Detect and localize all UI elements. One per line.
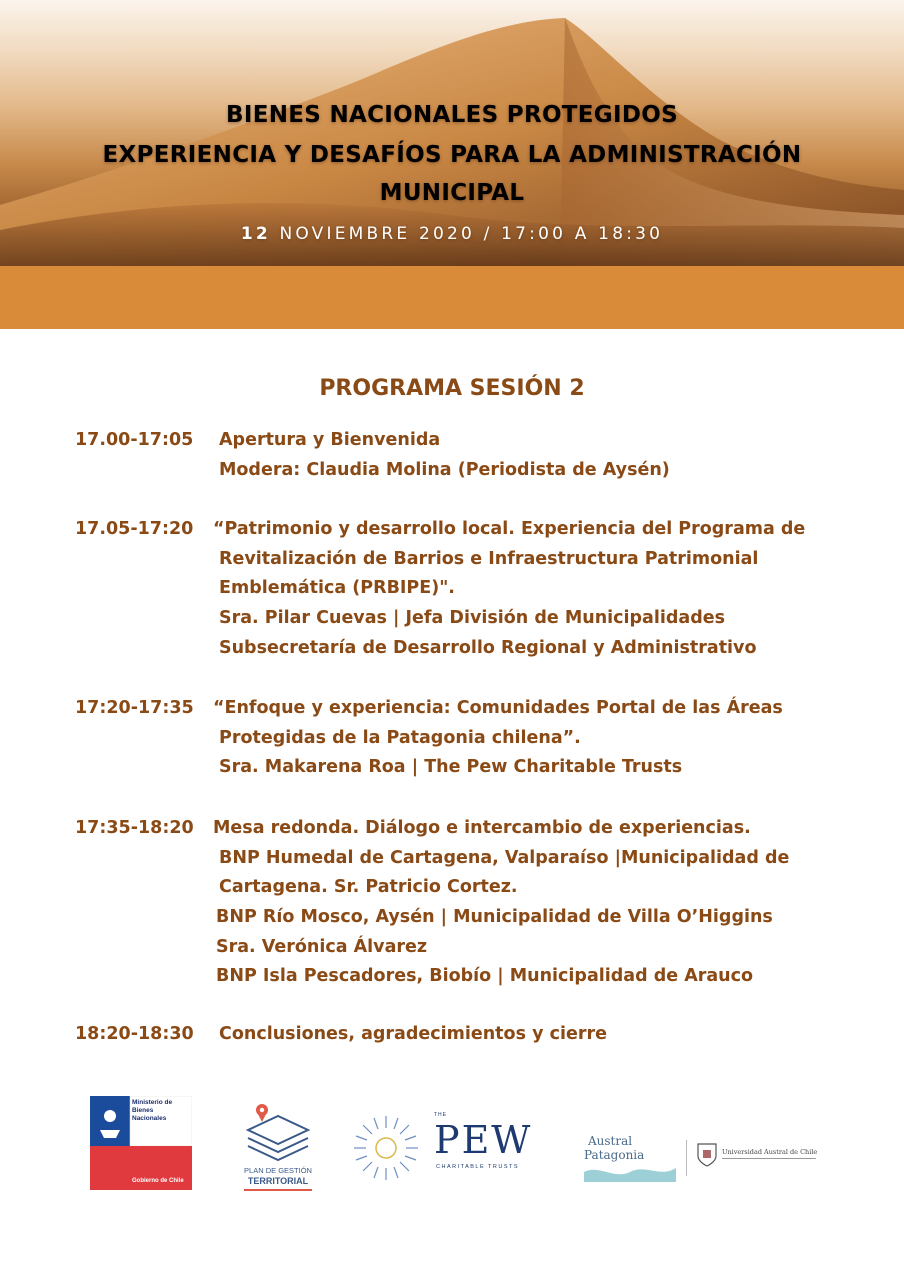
- agenda-line: Emblemática (PRBIPE)".: [219, 578, 455, 598]
- ministerio-footer: Gobierno de Chile: [132, 1178, 184, 1184]
- agenda-line: Mesa redonda. Diálogo e intercambio de experiencias.: [213, 818, 751, 838]
- orange-band: [0, 266, 904, 329]
- agenda-line: Sra. Verónica Álvarez: [216, 937, 428, 957]
- event-title-line-1: BIENES NACIONALES PROTEGIDOS: [226, 102, 678, 128]
- agenda-line: Sra. Makarena Roa | The Pew Charitable Trusts: [219, 757, 683, 777]
- pew-the: THE: [434, 1112, 447, 1118]
- ministerio-line-2: Bienes: [132, 1107, 154, 1114]
- agenda-time: 17.00-17:05: [75, 430, 194, 450]
- agenda-time: 18:20-18:30: [75, 1024, 194, 1044]
- event-date: [0, 224, 904, 244]
- agenda-line: Subsecretaría de Desarrollo Regional y Administrativo: [219, 638, 757, 658]
- agenda-line: “Patrimonio y desarrollo local. Experiencia del Programa de: [213, 519, 806, 539]
- hero-banner: [0, 0, 904, 266]
- ministerio-line-3: Nacionales: [132, 1115, 167, 1122]
- agenda-line: Sra. Pilar Cuevas | Jefa División de Municipalidades: [219, 608, 726, 628]
- event-date-rest: NOVIEMBRE 2020 / 17:00 A 18:30: [270, 224, 664, 244]
- agenda-line: Protegidas de la Patagonia chilena”.: [219, 728, 581, 748]
- agenda-time: 17.05-17:20: [75, 519, 194, 539]
- pew-sunburst-icon: [350, 1112, 422, 1184]
- uach-text: Universidad Austral de Chile: [722, 1148, 818, 1156]
- austral-line-2: Patagonia: [584, 1148, 645, 1162]
- pew-main: PEW: [434, 1118, 533, 1162]
- agenda-line: Conclusiones, agradecimientos y cierre: [219, 1024, 607, 1044]
- ministerio-logo: [90, 1096, 192, 1190]
- event-date-day: 12: [240, 224, 271, 244]
- program-title: PROGRAMA SESIÓN 2: [319, 376, 585, 401]
- austral-patagonia-logo: [584, 1132, 676, 1182]
- agenda-line: BNP Río Mosco, Aysén | Municipalidad de Villa O’Higgins: [216, 907, 773, 927]
- agenda-line: BNP Humedal de Cartagena, Valparaíso |Municipalidad de: [219, 848, 790, 868]
- plan-line-1: PLAN DE GESTIÓN: [244, 1166, 312, 1175]
- agenda-line: Apertura y Bienvenida: [219, 430, 441, 450]
- uach-shield-icon: [696, 1142, 718, 1168]
- agenda-line: “Enfoque y experiencia: Comunidades Portal de las Áreas: [213, 698, 783, 718]
- agenda-line: BNP Isla Pescadores, Biobío | Municipalidad de Arauco: [216, 966, 754, 986]
- agenda-time: 17:35-18:20: [75, 818, 194, 838]
- agenda-time: 17:20-17:35: [75, 698, 194, 718]
- pew-sub: CHARITABLE TRUSTS: [436, 1164, 520, 1170]
- wave-icon: [584, 1162, 676, 1182]
- event-title-line-2: EXPERIENCIA Y DESAFÍOS PARA LA ADMINISTRACIÓN: [102, 142, 802, 168]
- agenda-line: Modera: Claudia Molina (Periodista de Aysén): [219, 460, 670, 480]
- pew-logo: [350, 1112, 550, 1186]
- plan-line-2: TERRITORIAL: [247, 1176, 309, 1186]
- agenda-line: Revitalización de Barrios e Infraestructura Patrimonial: [219, 549, 759, 569]
- sponsor-logos: [0, 1090, 904, 1200]
- uach-logo: [696, 1142, 820, 1176]
- plan-gestion-logo: [240, 1100, 316, 1192]
- ministerio-line-1: Ministerio de: [132, 1099, 173, 1106]
- event-title-line-3: MUNICIPAL: [379, 180, 525, 206]
- austral-line-1: Austral: [588, 1134, 633, 1148]
- map-layers-icon: [240, 1100, 316, 1164]
- agenda-line: Cartagena. Sr. Patricio Cortez.: [219, 877, 518, 897]
